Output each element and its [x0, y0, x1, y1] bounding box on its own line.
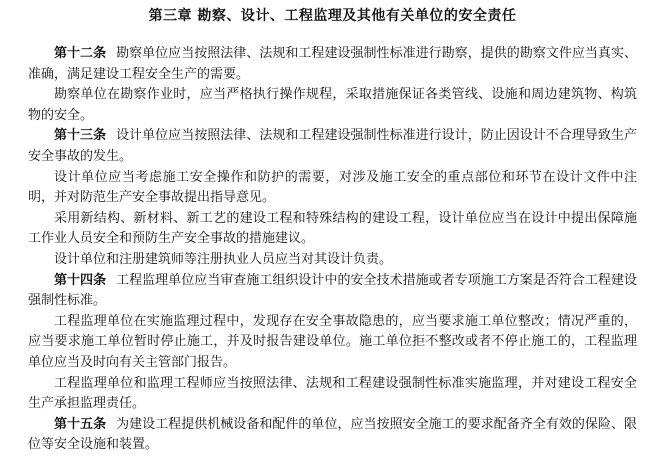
article-number: 第十五条 — [54, 416, 107, 432]
article-number: 第十四条 — [54, 272, 107, 288]
paragraph-text: 工程监理单位和监理工程师应当按照法律、法规和工程建设强制性标准实施监理，并对建设工程安全生产承担监理责任。 — [28, 375, 637, 412]
paragraph-text: 设计单位应当考虑施工安全操作和防护的需要，对涉及施工安全的重点部位和环节在设计文件中注明，并对防范生产安全事故提出指导意见。 — [28, 169, 637, 206]
paragraph-text: 设计单位应当按照法律、法规和工程建设强制性标准进行设计，防止因设计不合理导致生产安全事故的发生。 — [28, 128, 637, 164]
paragraph — [28, 250, 637, 271]
paragraph-text: 勘察单位在勘察作业时，应当严格执行操作规程，采取措施保证各类管线、设施和周边建筑物、构筑物的安全。 — [28, 87, 637, 123]
paragraph — [28, 85, 637, 126]
paragraph-text: 采用新结构、新材料、新工艺的建设工程和特殊结构的建设工程，设计单位应当在设计中提出保障施工作业人员安全和预防生产安全事故的措施建议。 — [28, 210, 637, 247]
paragraph-article-13 — [28, 126, 637, 167]
paragraph-article-15 — [28, 415, 637, 456]
paragraph — [28, 312, 637, 374]
paragraph-text: 设计单位和注册建筑师等注册执业人员应当对其设计负责。 — [54, 251, 393, 267]
paragraph — [28, 168, 637, 209]
paragraph — [28, 374, 637, 415]
paragraph-text: 勘察单位应当按照法律、法规和工程建设强制性标准进行勘察，提供的勘察文件应当真实、准确，满足建设工程安全生产的需要。 — [28, 46, 637, 82]
article-number: 第十二条 — [54, 46, 107, 61]
article-number: 第十三条 — [54, 128, 107, 144]
paragraph-text: 为建设工程提供机械设备和配件的单位，应当按照安全施工的要求配备齐全有效的保险、限位等安全设施和装置。 — [28, 416, 637, 453]
paragraph — [28, 209, 637, 250]
paragraph-text: 工程监理单位应当审查施工组织设计中的安全技术措施或者专项施工方案是否符合工程建设强制性标准。 — [28, 272, 637, 309]
paragraph-article-14 — [28, 271, 637, 312]
paragraph-article-12 — [28, 44, 637, 85]
chapter-title: 第三章 勘察、设计、工程监理及其他有关单位的安全责任 — [148, 8, 517, 24]
paragraph-text: 工程监理单位在实施监理过程中，发现存在安全事故隐患的，应当要求施工单位整改；情况严重的，应当要求施工单位暂时停止施工，并及时报告建设单位。施工单位拒不整改或者不停止施工的，工程监理单位应当及时向有关主管部门报告。 — [28, 313, 637, 370]
